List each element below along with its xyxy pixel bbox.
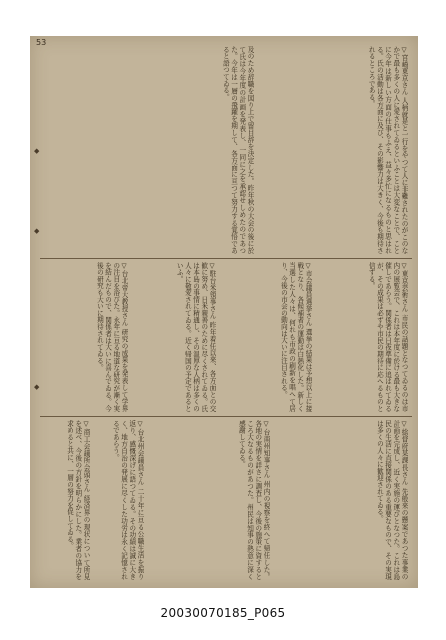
text-column-block: ▽市会議員選挙さん 選挙の結果は予想以上に接戦となり、各候補者の運動は白熱化した。新しく当選した人々は、何れも市政の刷新を唱へて居り、今後の市会の動向は大いに注目される。 [279,262,312,412]
section-divider [40,416,412,417]
section-divider [40,258,412,259]
diamond-bullet-icon: ◆ [34,147,40,155]
text-column-block: ▽台南州知事さん 州内の視察を終へて帰任した。各地の実情を詳さに調査し、今後の施策に資するところ大なるものがあつた。州民は知事の熱意に深く感謝してゐる。 [237,420,270,580]
text-column-block: 及のため辞職を図り上で留目辞を決定した。昨年秋の大会の後に於て氏は今年度の計画を発表し、一同に之を承認せしめたのであつた。今年は一層の飛躍を期して、各方面に亘つて努力する覚悟であると語つてゐる。 [221,46,254,254]
page-number: 53 [36,38,47,47]
archive-id-caption: 20030070185_P065 [160,606,286,620]
text-column-block: ▽台北帝大教授さん 研究の成果を発表して学界の注目を浴びた。永年に亘る地道な研究が漸く実を結んだもので、関係者は大いに喜んでゐる。今後の研究も大いに期待されてゐる。 [95,262,128,412]
text-column-block: ▽総督府某課長さん 先般来の懸案であつた事業の計画を完成し、近く実施の運びとなつた。これは島民の生活に直接関係のある重要なもので、その実現は多くの人々に歓迎されてゐる。 [375,420,408,580]
text-column-block: ▽駐台米領事さん 昨年着任以来、各方面との交歓に努め、日米親善のために尽くされてゐる。氏は本島の事情に精通し、その温厚な人柄は多くの人々に敬愛されてゐる。近く帰国の予定であるといふ。 [175,262,216,412]
text-column-block: ▽宮崎東京さん 人柄就是と一行をやつて人に非難されたのがこのなかで最も多くの人に愛されてゐるといふことは大変なことで、ことに今年は新しい方面の仕事もふえ、益々多忙になるものと思はれる。氏の活動は各方面に及び、その影響力は大きく、今後も期待されるところである。 [367,46,408,254]
diamond-bullet-icon: ◆ [34,383,40,391]
text-column-block: ▽商工会議所会頭さん 経済界の現状について所見を述べ、今後の方針を明らかにした。業者の協力を求めると共に、一層の努力を促してゐる。 [65,420,90,580]
text-column-block: ▽台北州会議員さん 二十年に亘る公職生活を振り返り、感慨深げに語つてゐる。その功績は誠に大きく、地方自治の発展に尽くした功労は永く記憶されるであらう。 [111,420,144,580]
text-column-block: ▽東京芸術さん 市民の話題となつてゐるのは市内の展覧会で、これは本年度に於ける最も大きな催しであらう。関係者は日夜準備に追はれてゐるが、その成果は必ずや市民の期待に応へるものと信ずる。 [367,262,408,412]
diamond-bullet-icon: ◆ [34,227,40,235]
